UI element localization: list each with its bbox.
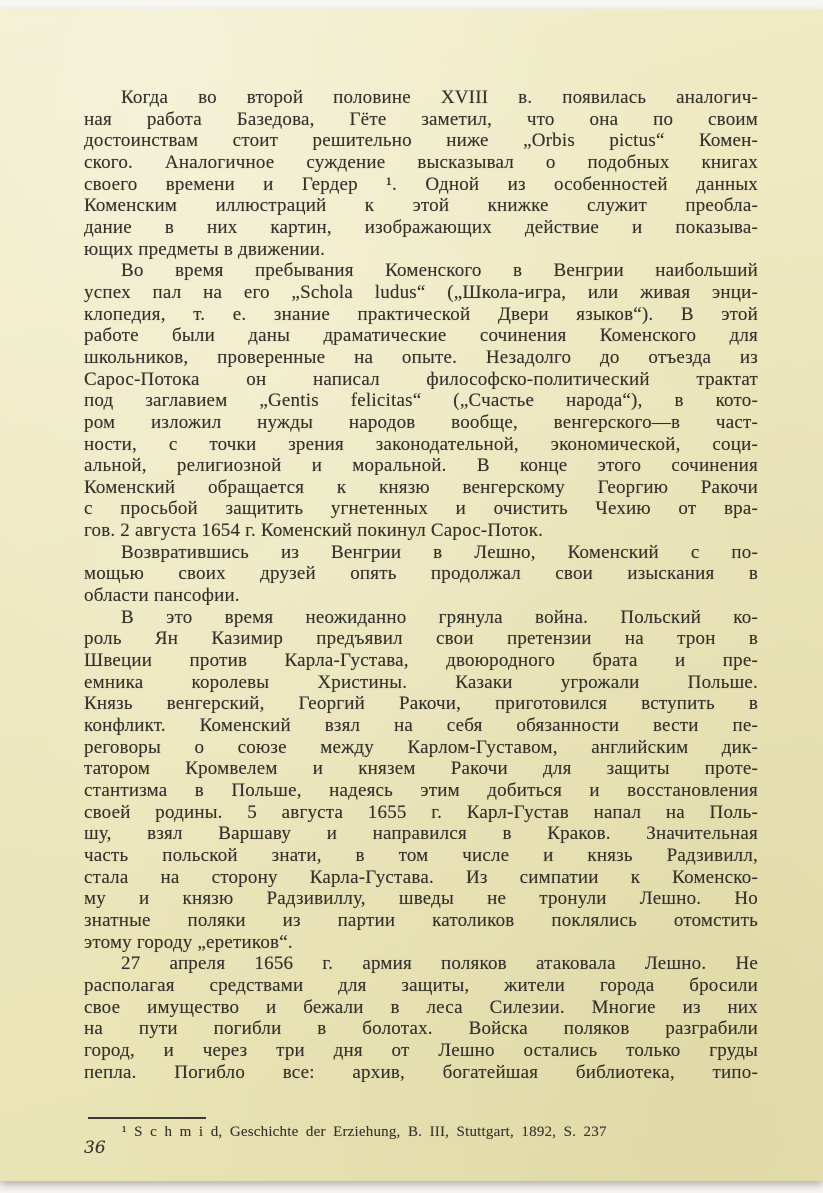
text-line: дание в них картин, изображающих действие и показыва- bbox=[84, 216, 758, 238]
text-line: роль Ян Казимир предъявил свои претензии на трон в bbox=[84, 628, 758, 650]
text-line: этому городу „еретиков“. bbox=[84, 931, 293, 953]
text-line: Во время пребывания Коменского в Венгрии наибольший bbox=[121, 260, 758, 282]
body-text bbox=[84, 87, 758, 1083]
text-line: располагая средствами для защиты, жители города бросили bbox=[84, 974, 758, 996]
text-line: Швеции против Карла-Густава, двоюродного брата и пре- bbox=[84, 650, 758, 672]
text-line: знатные поляки из партии католиков поклялись отомстить bbox=[84, 909, 758, 931]
text-line: с просьбой защитить угнетенных и очистить Чехию от вра- bbox=[84, 498, 758, 520]
footnote: ¹ S c h m i d, Geschichte der Erziehung, B. III, Stuttgart, 1892, S. 237 bbox=[122, 1124, 607, 1140]
text-line: своего времени и Гердер ¹. Одной из особенностей данных bbox=[84, 173, 758, 195]
text-line: Когда во второй половине XVIII в. появилась аналогич- bbox=[121, 87, 758, 108]
text-line: области пансофии. bbox=[84, 585, 240, 607]
text-line: достоинствам стоит решительно ниже „Orbis pictus“ Комен- bbox=[84, 130, 758, 152]
text-line: успех пал на его „Schola ludus“ („Школа-игра, или живая энци- bbox=[84, 281, 758, 303]
text-line: реговоры о союзе между Карлом-Густавом, английским дик- bbox=[84, 736, 758, 758]
text-line: ющих предметы в движении. bbox=[84, 238, 326, 260]
text-line: часть польской знати, в том числе и князь Радзивилл, bbox=[84, 844, 758, 866]
text-line: 27 апреля 1656 г. армия поляков атаковала Лешно. Не bbox=[121, 953, 758, 975]
text-line: му и князю Радзивиллу, шведы не тронули Лешно. Но bbox=[84, 888, 758, 910]
text-line: Сарос-Потока он написал философско-политический трактат bbox=[84, 368, 758, 390]
text-line: ского. Аналогичное суждение высказывал о подобных книгах bbox=[84, 151, 758, 173]
text-line: шу, взял Варшаву и направился в Краков. Значительная bbox=[84, 823, 758, 845]
footnote-divider bbox=[88, 1117, 206, 1119]
text-line: работе были даны драматические сочинения Коменского для bbox=[84, 325, 758, 347]
text-line: емника королевы Христины. Казаки угрожали Польше. bbox=[84, 671, 758, 693]
text-line: под заглавием „Gentis felicitas“ („Счастье народа“), в кото- bbox=[84, 390, 758, 412]
text-line: свое имущество и бежали в леса Силезии. Многие из них bbox=[84, 996, 758, 1018]
text-line: пепла. Погибло все: архив, богатейшая библиотека, типо- bbox=[84, 1061, 758, 1083]
text-line: Коменский обращается к князю венгерскому Георгию Ракочи bbox=[84, 476, 758, 498]
text-line: ности, с точки зрения законодательной, экономической, соци- bbox=[84, 433, 758, 455]
text-line: своей родины. 5 августа 1655 г. Карл-Густав напал на Поль- bbox=[84, 801, 758, 823]
page-number: 36 bbox=[84, 1138, 106, 1158]
text-line: школьников, проверенные на опыте. Незадолго до отъезда из bbox=[84, 346, 758, 368]
text-line: стантизма в Польше, надеясь этим добиться и восстановления bbox=[84, 780, 758, 801]
text-line: стала на сторону Карла-Густава. Из симпатии к Коменско- bbox=[84, 866, 758, 888]
text-line: ром изложил нужды народов вообще, венгерского—в част- bbox=[84, 411, 758, 433]
text-line: гов. 2 августа 1654 г. Коменский покинул Сарос-Поток. bbox=[84, 520, 544, 542]
text-line: клопедия, т. е. знание практической Двери языков“). В этой bbox=[84, 303, 758, 325]
text-line: Коменским иллюстраций к этой книжке служит преобла- bbox=[84, 195, 758, 217]
text-line: Князь венгерский, Георгий Ракочи, приготовился вступить в bbox=[84, 693, 758, 715]
text-line: на пути погибли в болотах. Войска поляков разграбили bbox=[84, 1018, 758, 1040]
text-line: В это время неожиданно грянула война. Польский ко- bbox=[121, 606, 758, 628]
text-line: мощью своих друзей опять продолжал свои изыскания в bbox=[84, 563, 758, 585]
text-line: город, и через три дня от Лешно остались только груды bbox=[84, 1039, 758, 1061]
text-line: альной, религиозной и моральной. В конце этого сочинения bbox=[84, 455, 758, 477]
text-line: ная работа Базедова, Гёте заметил, что она по своим bbox=[84, 108, 758, 130]
text-line: татором Кромвелем и князем Ракочи для защиты проте- bbox=[84, 758, 758, 780]
text-line: Возвратившись из Венгрии в Лешно, Коменский с по- bbox=[121, 541, 758, 563]
text-line: конфликт. Коменский взял на себя обязанности вести пе- bbox=[84, 715, 758, 737]
scan-page bbox=[0, 9, 823, 1181]
